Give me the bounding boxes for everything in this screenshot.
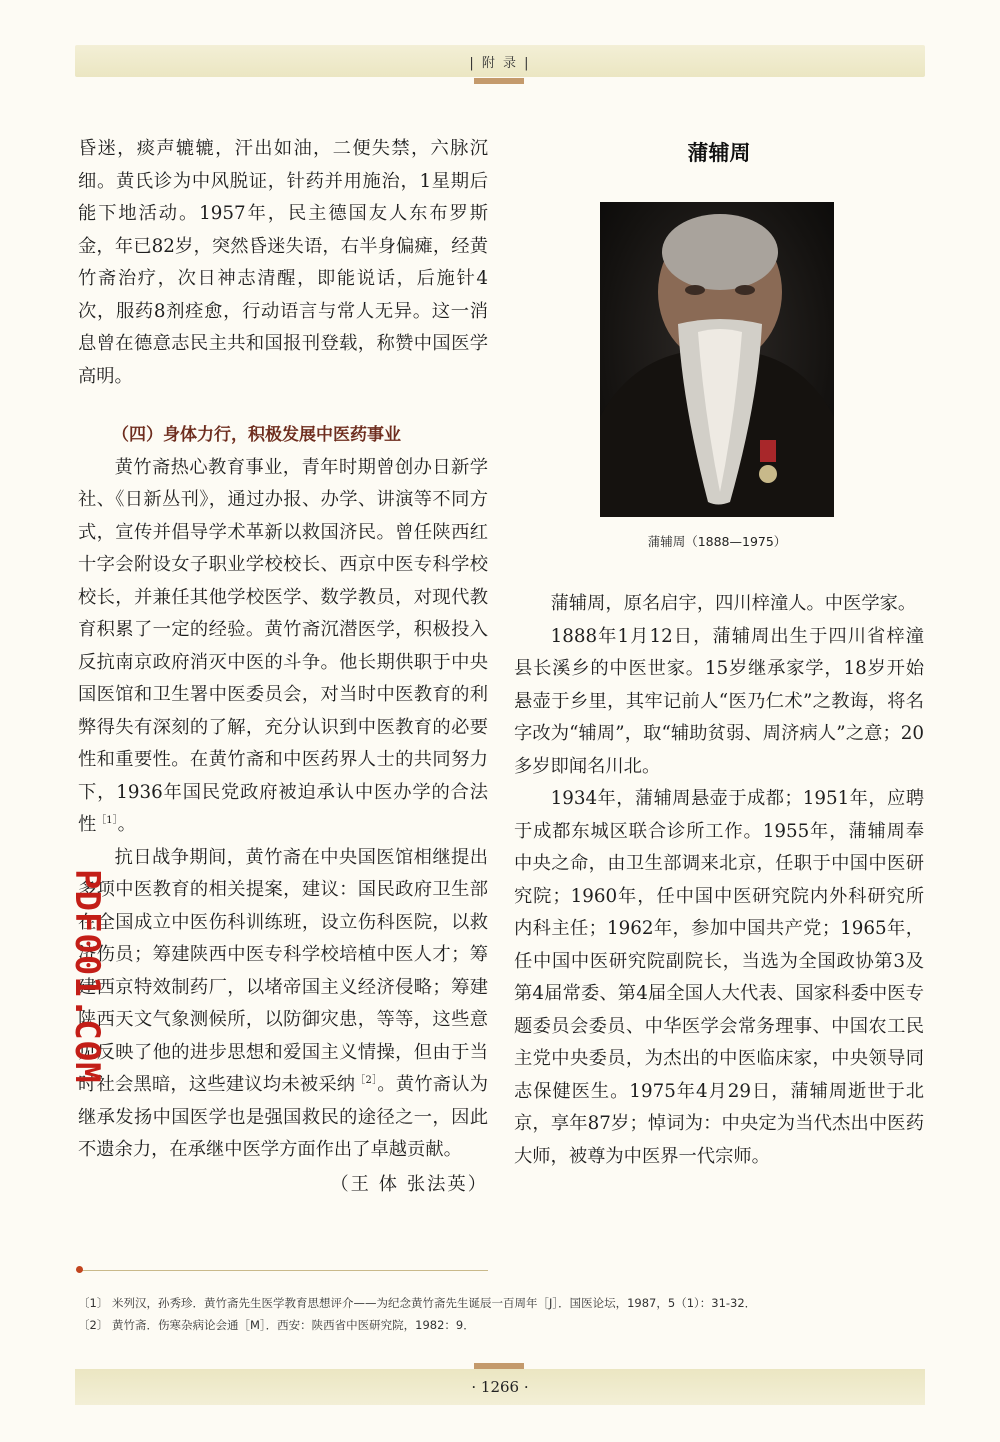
portrait-photo xyxy=(600,202,834,517)
paragraph-text: 抗日战争期间，黄竹斋在中央国医馆相继提出多项中医教育的相关提案，建议：国民政府卫生部在全国成立中医伤科训练班，设立伤科医院，以救济伤员；筹建陕西中医专科学校培植中医人才；筹建西京特效制药厂，以堵帝国主义经济侵略；筹建陕西天文气象测候所，以防御灾患，等等，这些意见反映了他的进步思想和爱国主义情操，但由于当时社会黑暗，这些建议均未被采纳 xyxy=(78,846,488,1095)
photo-caption: 蒲辅周（1888—1975） xyxy=(647,534,787,549)
footnote-ref[interactable]: ［2］ xyxy=(355,1074,378,1086)
footnote-item: 〔2〕 黄竹斋．伤寒杂病论会通［M］．西安：陕西省中医研究院，1982：9． xyxy=(78,1318,475,1332)
footnotes xyxy=(78,1292,928,1336)
right-column xyxy=(514,588,924,1173)
paragraph-end: 。黄竹斋认为继承发扬中国医学也是强国救民的途径之一，因此不遗余力，在承继中医学方面作出了卓越贡献。 xyxy=(78,1074,488,1160)
paragraph-text: 黄竹斋热心教育事业，青年时期曾创办日新学社、《日新丛刊》，通过办报、办学、讲演等不同方式，宣传并倡导学术革新以救国济民。曾任陕西红十字会附设女子职业学校校长、西京中医专科学校校长，并兼任其他学校医学、数学教员，对现代教育积累了一定的经验。黄竹斋沉潜医学，积极投入反抗南京政府消灭中医的斗争。他长期供职于中央国医馆和卫生署中医委员会，对当时中医教育的利弊得失有深刻的了解，充分认识到中医教育的必要性和重要性。在黄竹斋和中医药界人士的共同努力下，1936年国民党政府被迫承认中医办学的合法性 xyxy=(78,456,488,835)
section-label: | 附 录 | xyxy=(469,56,531,71)
footnote-ref[interactable]: ［1］ xyxy=(96,814,118,826)
watermark: PDF001.COM xyxy=(67,869,107,1084)
page-header xyxy=(75,45,925,77)
paragraph: 蒲辅周，原名启宇，四川梓潼人。中医学家。 xyxy=(550,593,917,614)
paragraph: 1888年1月12日，蒲辅周出生于四川省梓潼县长溪乡的中医世家。15岁继承家学，18岁开始悬壶于乡里，其牢记前人“医乃仁术”之教诲，将名字改为“辅周”，取“辅助贫弱、周济病人”之意；20多岁即闻名川北。 xyxy=(514,625,924,777)
footnote-divider xyxy=(78,1270,488,1271)
footnote-item: 〔1〕 米列汉，孙秀珍．黄竹斋先生医学教育思想评介——为纪念黄竹斋先生诞辰一百周年［J］．国医论坛，1987，5（1）：31-32． xyxy=(78,1296,757,1310)
footnote-bullet-icon xyxy=(76,1266,83,1273)
article-title: 蒲辅周 xyxy=(687,141,751,165)
paragraph: 昏迷，痰声辘辘，汗出如油，二便失禁，六脉沉细。黄氏诊为中风脱证，针药并用施治，1星期后能下地活动。1957年，民主德国友人东布罗斯金，年已82岁，突然昏迷失语，右半身偏瘫，经黄竹斋治疗，次日神志清醒，即能说话，后施针4次，服药8剂痊愈，行动语言与常人无异。这一消息曾在德意志民主共和国报刊登载，称赞中国医学高明。 xyxy=(78,138,488,387)
page-footer xyxy=(75,1369,925,1405)
page-number: · 1266 · xyxy=(471,1378,529,1396)
section-heading: （四）身体力行，积极发展中医药事业 xyxy=(112,425,401,445)
left-column xyxy=(78,133,488,1201)
header-accent-bar xyxy=(474,78,524,84)
paragraph-end: 。 xyxy=(117,814,136,835)
authors: （王 体 张法英） xyxy=(330,1173,488,1195)
paragraph xyxy=(78,452,488,842)
portrait-illustration xyxy=(600,202,834,517)
paragraph: 1934年，蒲辅周悬壶于成都；1951年，应聘于成都东城区联合诊所工作。1955年，蒲辅周奉中央之命，由卫生部调来北京，任职于中国中医研究院；1960年，任中国中医研究院内外科研究所内科主任；1962年，参加中国共产党；1965年，任中国中医研究院副院长，当选为全国政协第3及第4届常委、第4届全国人大代表、国家科委中医专题委员会委员、中华医学会常务理事、中国农工民主党中央委员，为杰出的中医临床家，中央领导同志保健医生。1975年4月29日，蒲辅周逝世于北京，享年87岁；悼词为：中央定为当代杰出中医药大师，被尊为中医界一代宗师。 xyxy=(514,788,924,1167)
paragraph xyxy=(78,842,488,1167)
